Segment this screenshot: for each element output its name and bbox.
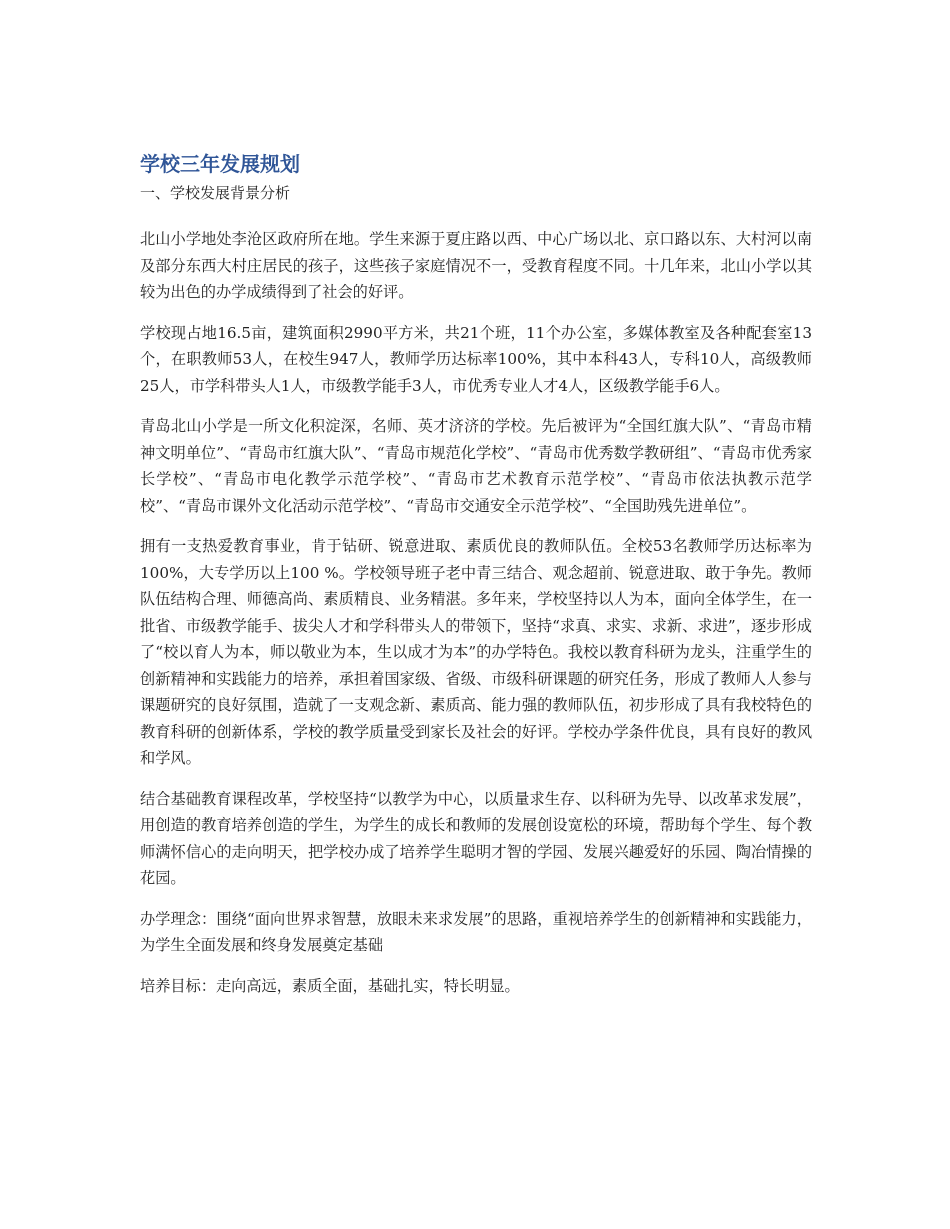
paragraph-curriculum-reform: 结合基础教育课程改革，学校坚持“以教学为中心，以质量求生存、以科研为先导、以改革求发展”，用创造的教育培养创造的学生，为学生的成长和教师的发展创设宽松的环境，帮助每个学生、每个教师满怀信心的走向明天，把学校办成了培养学生聪明才智的学园、发展兴趣爱好的乐园、陶冶情操的花园。 (140, 789, 812, 887)
paragraph-training-goal: 培养目标：走向高远，素质全面，基础扎实，特长明显。 (140, 976, 520, 995)
paragraph-school-location: 北山小学地处李沧区政府所在地。学生来源于夏庄路以西、中心广场以北、京口路以东、大村河以南及部分东西大村庄居民的孩子，这些孩子家庭情况不一，受教育程度不同。十几年来，北山小学以其较为出色的办学成绩得到了社会的好评。 (140, 230, 812, 301)
section-heading: 一、学校发展背景分析 (140, 184, 291, 202)
paragraph-school-honors: 青岛北山小学是一所文化积淀深，名师、英才济济的学校。先后被评为“全国红旗大队”、“青岛市精神文明单位”、“青岛市红旗大队”、“青岛市规范化学校”、“青岛市优秀数学教研组”、“青岛市优秀家长学校”、“青岛市电化教学示范学校”、“青岛市艺术教育示范学校”、“青岛市依法执教示范学校”、“青岛市课外文化活动示范学校”、“青岛市交通安全示范学校”、“全国助残先进单位”。 (140, 417, 812, 515)
document-page (140, 150, 812, 999)
paragraph-teaching-staff: 拥有一支热爱教育事业，肯于钻研、锐意进取、素质优良的教师队伍。全校53名教师学历达标率为100%，大专学历以上100 %。学校领导班子老中青三结合、观念超前、锐意进取、敢于争先。教师队伍结构合理、师德高尚、素质精良、业务精湛。多年来，学校坚持以人为本，面向全体学生，在一批省、市级教学能手、拔尖人才和学科带头人的带领下，坚持“求真、求实、求新、求进”，逐步形成了“校以育人为本，师以敬业为本，生以成才为本”的办学特色。我校以教育科研为龙头，注重学生的创新精神和实践能力的培养，承担着国家级、省级、市级科研课题的研究任务，形成了教师人人参与课题研究的良好氛围，造就了一支观念新、素质高、能力强的教师队伍，初步形成了具有我校特色的教育科研的创新体系，学校的教学质量受到家长及社会的好评。学校办学条件优良，具有良好的教风和学风。 (140, 537, 812, 767)
paragraph-school-facilities: 学校现占地16.5亩，建筑面积2990平方米，共21个班，11个办公室，多媒体教室及各种配套室13个，在职教师53人，在校生947人，教师学历达标率100%，其中本科43人，专科10人，高级教师25人，市学科带头人1人，市级教学能手3人，市优秀专业人才4人，区级教学能手6人。 (140, 323, 812, 395)
document-title: 学校三年发展规划 (140, 152, 300, 176)
paragraph-school-philosophy: 办学理念：围绕“面向世界求智慧，放眼未来求发展”的思路，重视培养学生的创新精神和实践能力，为学生全面发展和终身发展奠定基础 (140, 909, 812, 954)
